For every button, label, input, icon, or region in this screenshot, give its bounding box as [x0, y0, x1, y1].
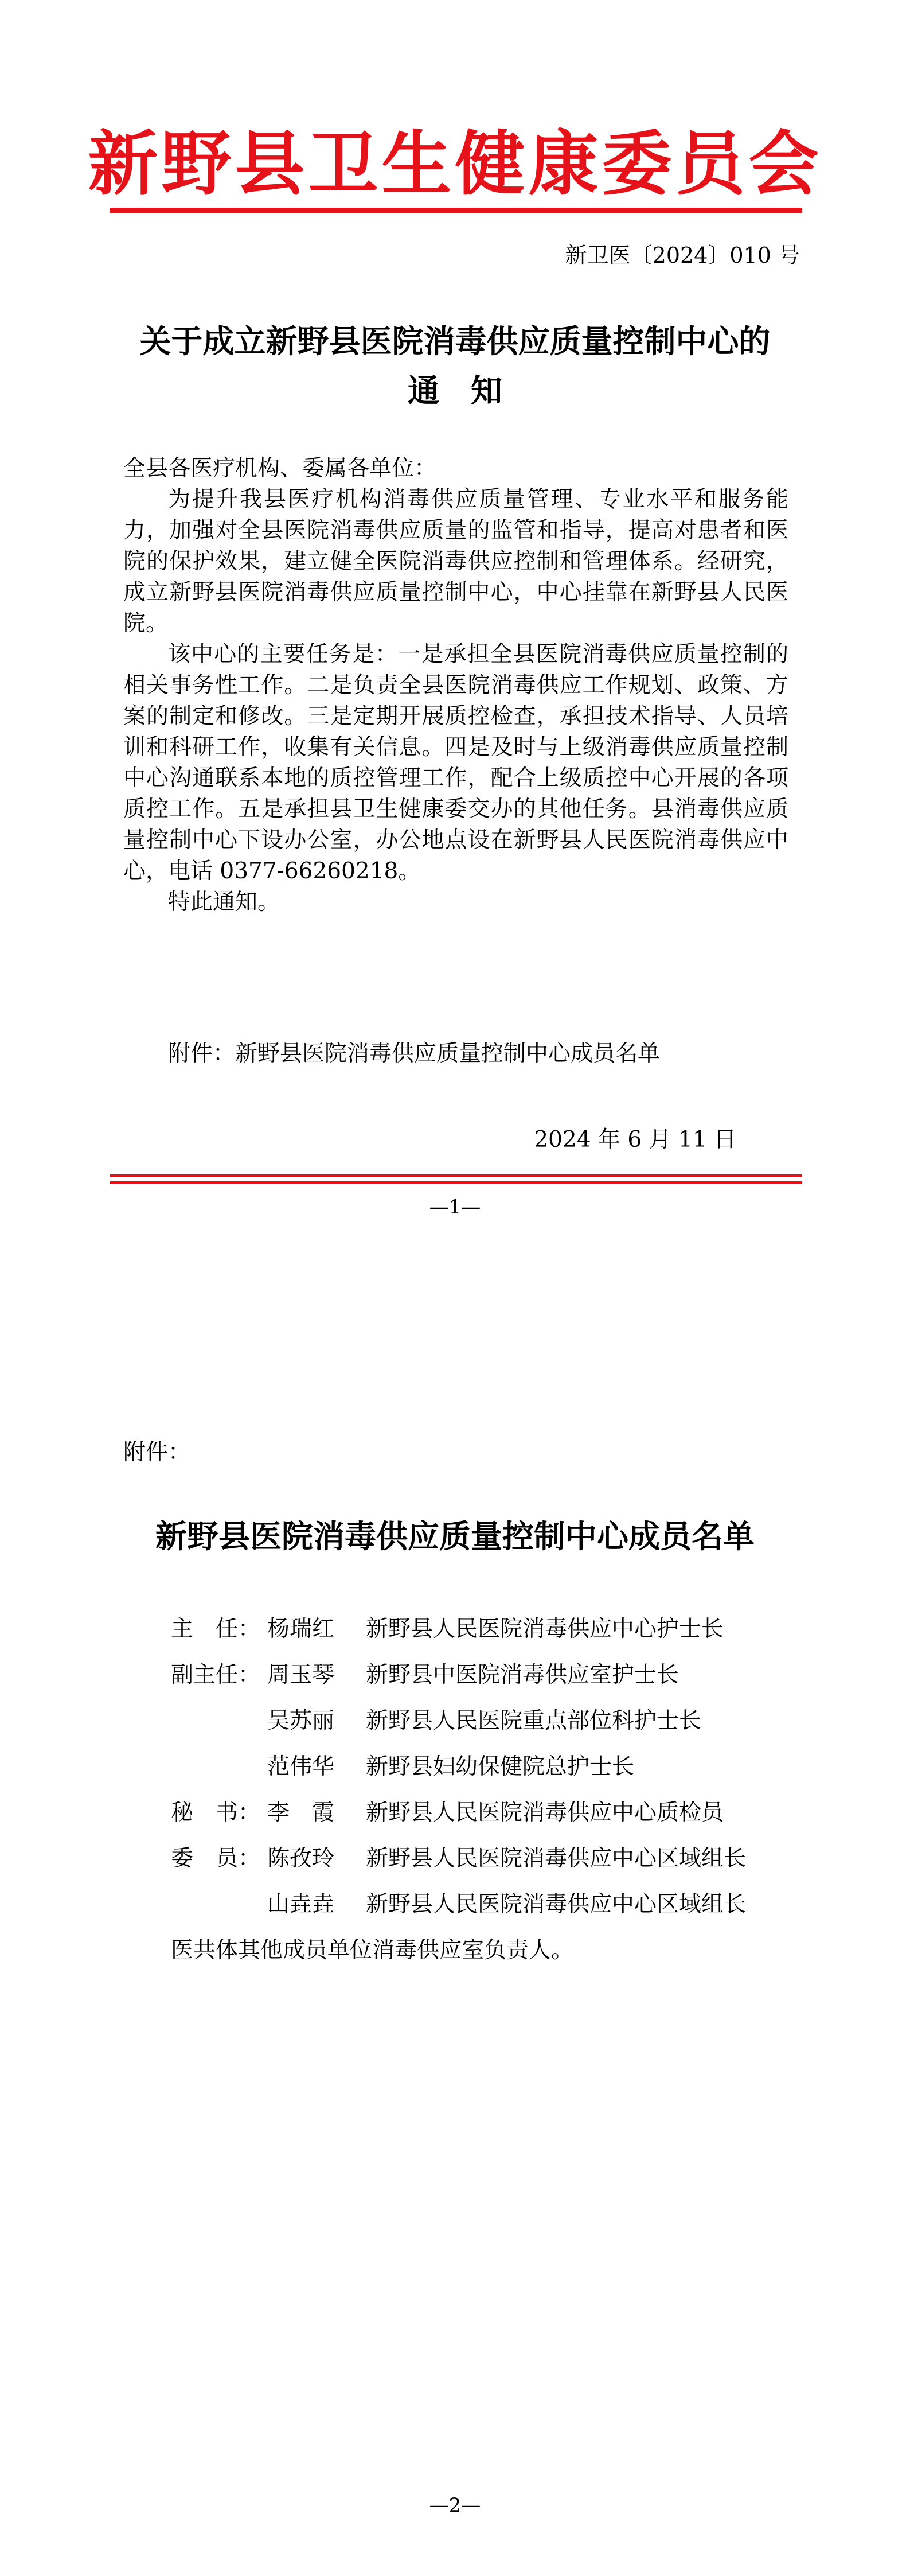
attachment-footnote: 医共体其他成员单位消毒供应室负责人。	[171, 1937, 574, 1963]
body-paragraph-purpose: 为提升我县医疗机构消毒供应质量管理、专业水平和服务能力，加强对全县医院消毒供应质量的监管和指导，提高对患者和医院的保护效果，建立健全医院消毒供应控制和管理体系。经研究，成立新野县医院消毒供应质量控制中心，中心挂靠在新野县人民医院。	[123, 487, 788, 636]
member-name: 陈孜玲	[267, 1846, 335, 1871]
member-name: 李 霞	[267, 1800, 335, 1826]
document-number: 新卫医〔2024〕010 号	[565, 243, 800, 268]
footer-red-rule-top	[110, 1174, 802, 1177]
attachment-label: 附件：	[123, 1439, 191, 1465]
issue-date: 2024 年 6 月 11 日	[534, 1127, 736, 1153]
member-role: 委 员：	[171, 1846, 261, 1871]
member-position: 新野县人民医院消毒供应中心护士长	[366, 1616, 724, 1642]
page-number-1: —1—	[429, 1196, 481, 1219]
org-masthead-title: 新野县卫生健康委员会	[88, 122, 822, 205]
attachment-note: 附件：新野县医院消毒供应质量控制中心成员名单	[168, 1041, 661, 1067]
member-role: 副主任：	[171, 1662, 261, 1688]
notice-body	[123, 484, 788, 918]
member-position: 新野县人民医院重点部位科护士长	[366, 1708, 702, 1734]
footer-red-rule-bottom	[110, 1181, 802, 1184]
page-number-2: —2—	[429, 2494, 481, 2517]
attachment-title: 新野县医院消毒供应质量控制中心成员名单	[155, 1517, 755, 1555]
member-name: 山垚垚	[267, 1892, 335, 1917]
masthead-red-rule	[110, 208, 802, 213]
member-name: 范伟华	[267, 1754, 335, 1780]
member-name: 周玉琴	[267, 1662, 335, 1688]
body-paragraph-tasks: 该中心的主要任务是：一是承担全县医院消毒供应质量控制的相关事务性工作。二是负责全县医院消毒供应工作规划、政策、方案的制定和修改。三是定期开展质控检查，承担技术指导、人员培训和科研工作，收集有关信息。四是及时与上级消毒供应质量控制中心沟通联系本地的质控管理工作，配合上级质控中心开展的各项质控工作。五是承担县卫生健康委交办的其他任务。县消毒供应质量控制中心下设办公室，办公地点设在新野县人民医院消毒供应中心，电话 0377-66260218。	[123, 641, 788, 884]
member-role: 主 任：	[171, 1616, 261, 1642]
member-name: 吴苏丽	[267, 1708, 335, 1734]
member-position: 新野县人民医院消毒供应中心区域组长	[366, 1892, 747, 1917]
member-role: 秘 书：	[171, 1800, 261, 1826]
member-position: 新野县人民医院消毒供应中心质检员	[366, 1800, 724, 1826]
member-position: 新野县妇幼保健院总护士长	[366, 1754, 635, 1780]
member-position: 新野县中医院消毒供应室护士长	[366, 1662, 679, 1688]
member-position: 新野县人民医院消毒供应中心区域组长	[366, 1846, 747, 1871]
salutation: 全县各医疗机构、委属各单位：	[123, 456, 437, 481]
notice-title-line1: 关于成立新野县医院消毒供应质量控制中心的	[139, 322, 771, 360]
notice-title-line2: 通 知	[407, 372, 502, 409]
body-paragraph-closing: 特此通知。	[168, 889, 280, 915]
member-name: 杨瑞红	[267, 1616, 335, 1642]
